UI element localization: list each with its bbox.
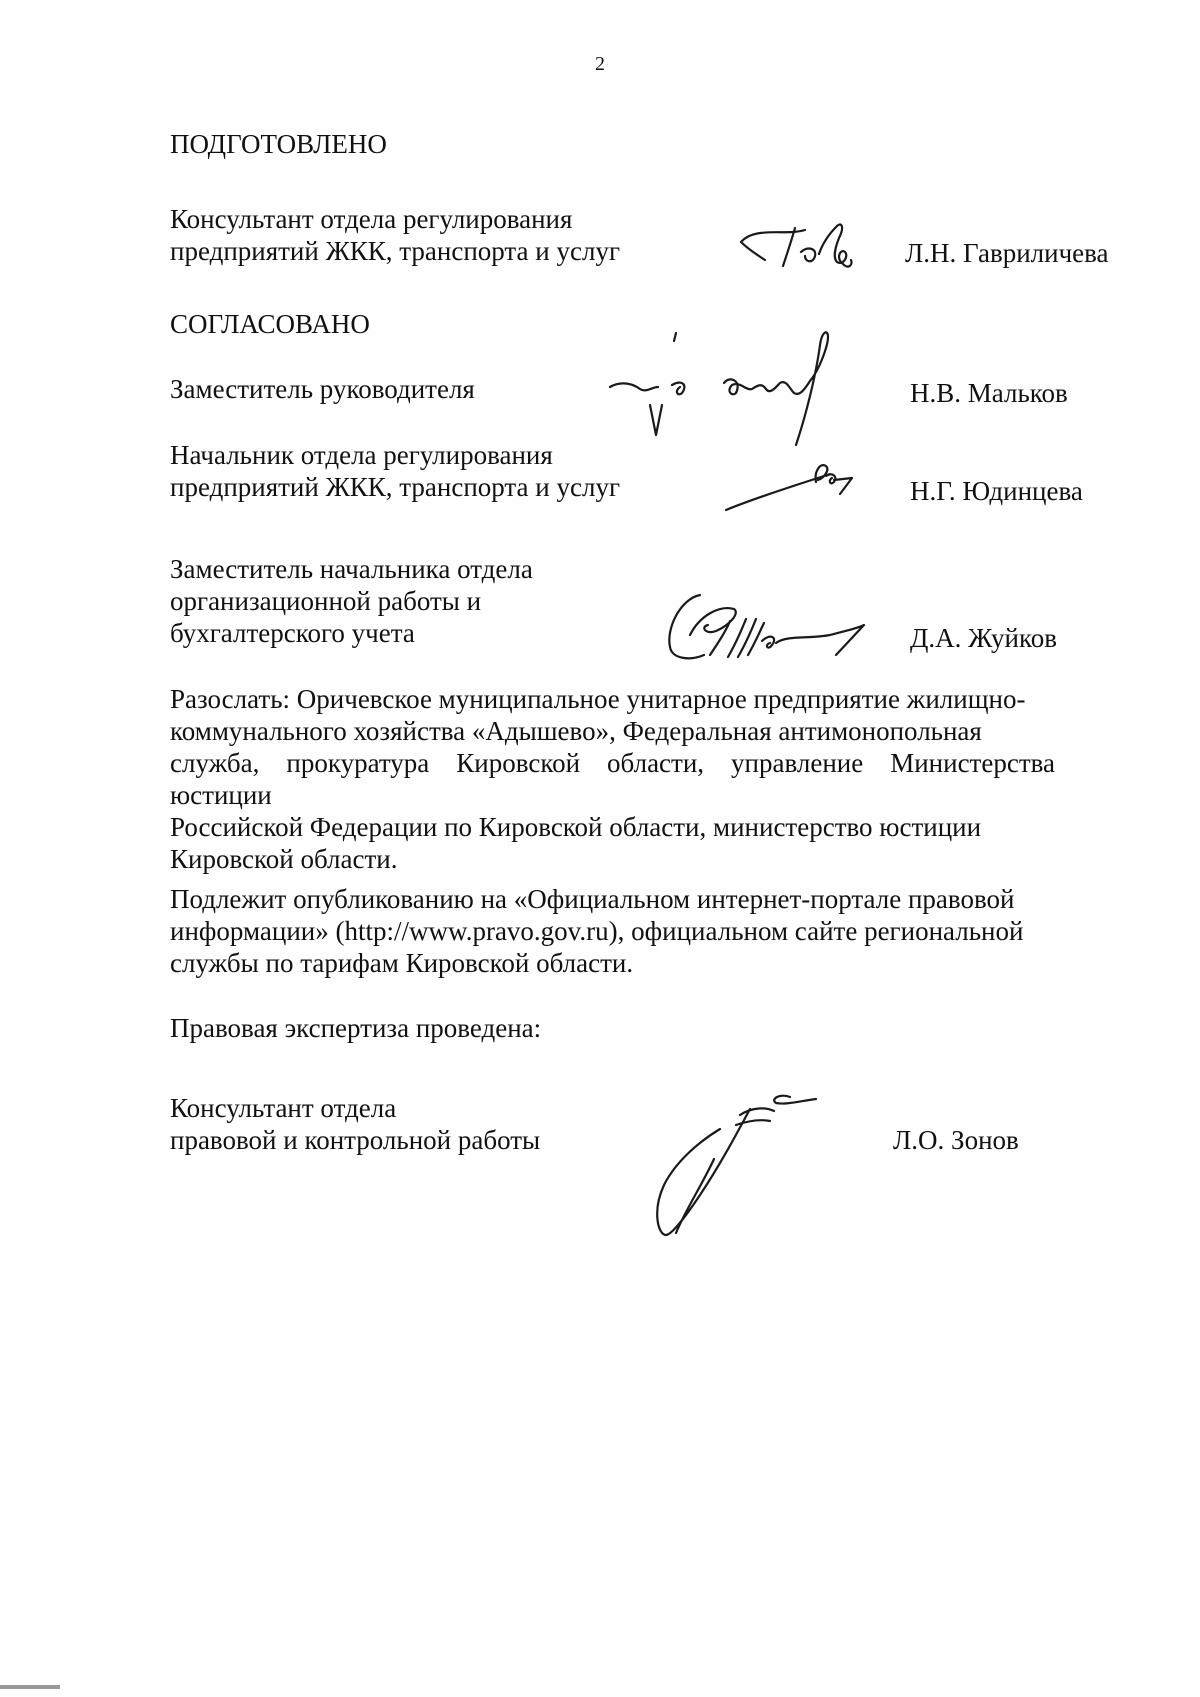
legal-review-position-line1: Консультант отдела bbox=[170, 1093, 397, 1123]
agreed-heading: СОГЛАСОВАНО bbox=[170, 309, 370, 339]
distribution-line-1: Разослать: Оричевское муниципальное унитарное предприятие жилищно- bbox=[170, 684, 1026, 714]
signature-zonov bbox=[640, 1085, 830, 1245]
signer-2-position-line2: предприятий ЖКК, транспорта и услуг bbox=[170, 472, 621, 502]
page-number: 2 bbox=[595, 53, 605, 75]
publication-line-3: службы по тарифам Кировской области. bbox=[170, 948, 634, 978]
publication-line-2: информации» (http://www.pravo.gov.ru), официальном сайте региональной bbox=[170, 916, 1024, 946]
signer-3-name: Д.А. Жуйков bbox=[910, 623, 1057, 653]
signer-1-position-line1: Заместитель руководителя bbox=[170, 374, 475, 404]
prepared-position-line2: предприятий ЖКК, транспорта и услуг bbox=[170, 236, 621, 266]
signature-yudintseva bbox=[720, 448, 870, 518]
legal-review-signer-name: Л.О. Зонов bbox=[893, 1125, 1019, 1155]
signer-3-position-line1: Заместитель начальника отдела bbox=[170, 554, 533, 584]
signer-2-position-line1: Начальник отдела регулирования bbox=[170, 440, 553, 470]
prepared-heading: ПОДГОТОВЛЕНО bbox=[170, 129, 387, 159]
signature-malkov bbox=[600, 325, 880, 455]
signature-gavrilicheva bbox=[735, 212, 875, 282]
prepared-position-line1: Консультант отдела регулирования bbox=[170, 204, 573, 234]
distribution-line-2: коммунального хозяйства «Адышево», Федеральная антимонопольная bbox=[170, 716, 982, 746]
distribution-line-5: Кировской области. bbox=[170, 844, 398, 874]
signature-zhuikov bbox=[660, 585, 900, 670]
scan-edge-mark bbox=[0, 1685, 60, 1689]
signer-3-position-line2: организационной работы и bbox=[170, 586, 482, 616]
legal-review-position-line2: правовой и контрольной работы bbox=[170, 1125, 541, 1155]
distribution-line-3: служба, прокуратура Кировской области, управление Министерства юстиции bbox=[170, 748, 1055, 810]
signer-3-position-line3: бухгалтерского учета bbox=[170, 618, 415, 648]
prepared-signer-name: Л.Н. Гавриличева bbox=[905, 238, 1109, 268]
signer-1-name: Н.В. Мальков bbox=[910, 378, 1068, 408]
legal-review-heading: Правовая экспертиза проведена: bbox=[170, 1013, 542, 1043]
publication-line-1: Подлежит опубликованию на «Официальном интернет-портале правовой bbox=[170, 884, 1015, 914]
distribution-line-4: Российской Федерации по Кировской области, министерство юстиции bbox=[170, 812, 982, 842]
signer-2-name: Н.Г. Юдинцева bbox=[910, 476, 1083, 506]
